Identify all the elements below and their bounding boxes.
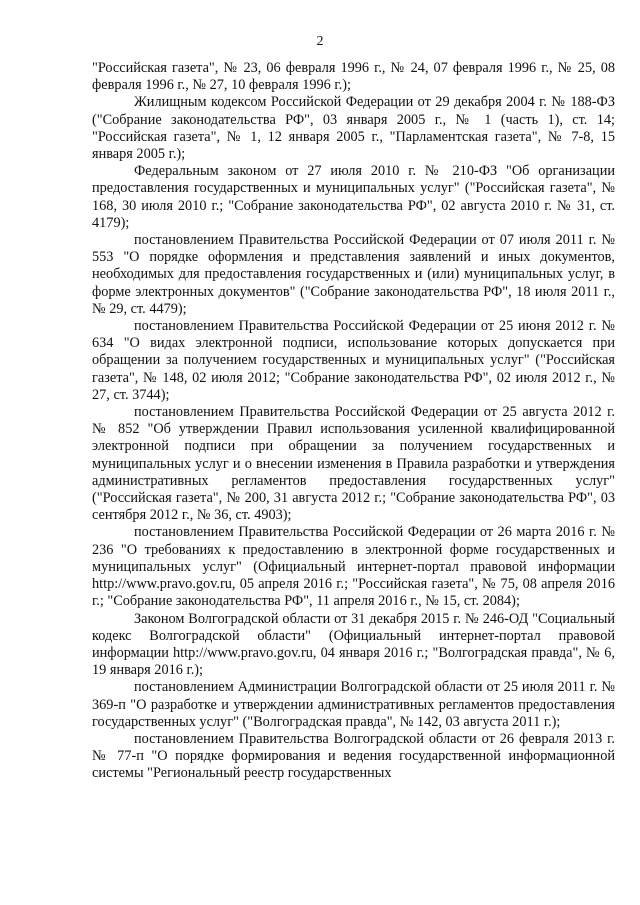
paragraph-resolution-634: постановлением Правительства Российской Федерации от 25 июня 2012 г. № 634 "О видах электронной подписи, использование которых допускается при обращении за получением государственных и муниципальных услуг" ("Российская газета", № 148, 02 июля 2012; "Собрание законодательства РФ", 02 июля 2012 г., № 27, ст. 3744); [92, 318, 615, 403]
paragraph-resolution-369: постановлением Администрации Волгоградской области от 25 июля 2011 г. № 369-п "О разработке и утверждении административных регламентов предоставления государственных услуг" ("Волгоградская правда", № 142, 03 августа 2011 г.); [92, 679, 615, 730]
paragraph-housing-code: Жилищным кодексом Российской Федерации от 29 декабря 2004 г. № 188-ФЗ ("Собрание законодательства РФ", 03 января 2005 г., № 1 (часть 1), ст. 14; "Российская газета", № 1, 12 января 2005 г., "Парламентская газета", № 7-8, 15 января 2005 г.); [92, 94, 615, 163]
paragraph-volgograd-law-246: Законом Волгоградской области от 31 декабря 2015 г. № 246-ОД "Социальный кодекс Волгоградской области" (Официальный интернет-портал правовой информации http://www.pravo.gov.ru, 04 января 2016 г.; "Волгоградская правда", № 6, 19 января 2016 г.); [92, 610, 615, 679]
paragraph-resolution-852: постановлением Правительства Российской Федерации от 25 августа 2012 г. № 852 "Об утверждении Правил использования усиленной квалифицированной электронной подписи при обращении за получением государственных и муниципальных услуг и о внесении изменения в Правила разработки и утверждения административных регламентов предоставления государственных услуг" ("Российская газета", № 200, 31 августа 2012 г.; "Собрание законодательства РФ", 03 сентября 2012 г., № 36, ст. 4903); [92, 404, 615, 524]
document-body [92, 60, 615, 783]
paragraph-continuation: "Российская газета", № 23, 06 февраля 1996 г., № 24, 07 февраля 1996 г., № 25, 08 февраля 1996 г., № 27, 10 февраля 1996 г.); [92, 60, 615, 94]
page-number: 2 [316, 34, 324, 49]
paragraph-resolution-236: постановлением Правительства Российской Федерации от 26 марта 2016 г. № 236 "О требованиях к предоставлению в электронной форме государственных и муниципальных услуг" (Официальный интернет-портал правовой информации http://www.pravo.gov.ru, 05 апреля 2016 г.; "Российская газета", № 75, 08 апреля 2016 г.; "Собрание законодательства РФ", 11 апреля 2016 г., № 15, ст. 2084); [92, 524, 615, 610]
paragraph-resolution-77: постановлением Правительства Волгоградской области от 26 февраля 2013 г. № 77-п "О порядке формирования и ведения государственной информационной системы "Региональный реестр государственных [92, 730, 615, 782]
paragraph-resolution-553: постановлением Правительства Российской Федерации от 07 июля 2011 г. № 553 "О порядке оформления и представления заявлений и иных документов, необходимых для предоставления государственных и (или) муниципальных услуг, в форме электронных документов" ("Собрание законодательства РФ", 18 июля 2011 г., № 29, ст. 4479); [92, 232, 615, 317]
paragraph-federal-law-210: Федеральным законом от 27 июля 2010 г. № 210-ФЗ "Об организации предоставления государственных и муниципальных услуг" ("Российская газета", № 168, 30 июля 2010 г.; "Собрание законодательства РФ", 02 августа 2010 г. № 31, ст. 4179); [92, 163, 615, 231]
